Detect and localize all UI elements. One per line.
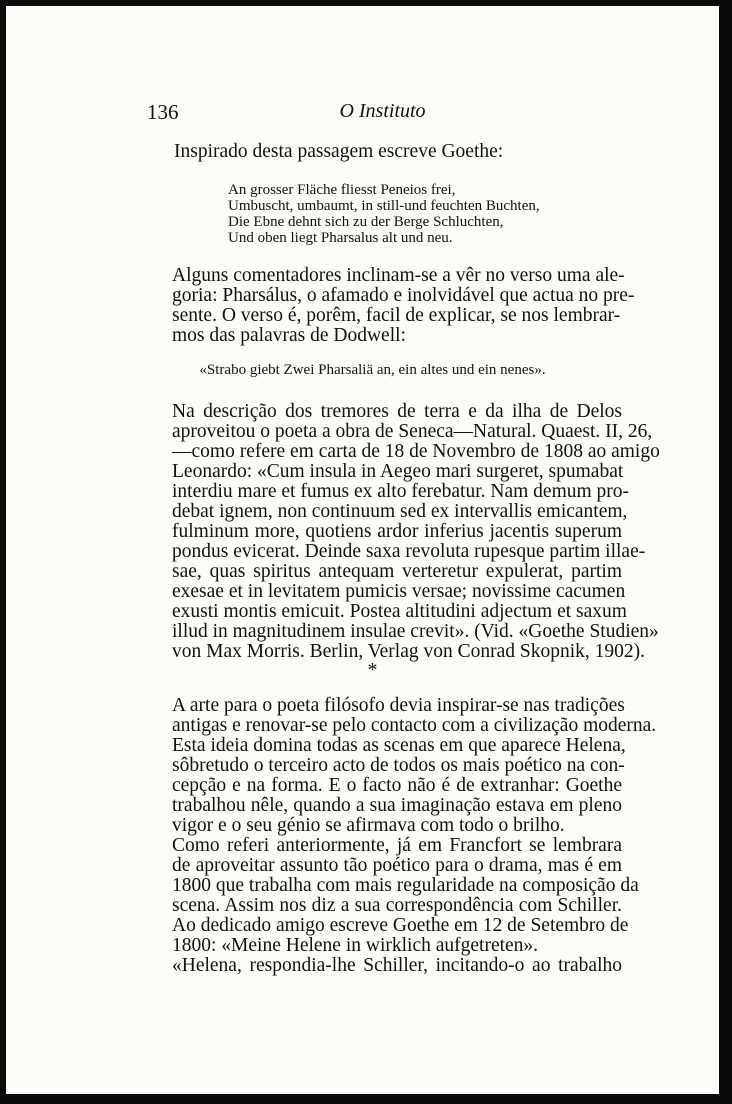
poem-line: Umbuscht, umbaumt, in still-und feuchten Buchten, [228, 198, 540, 214]
book-page [6, 6, 719, 1094]
text-line: de aproveitar assunto tão poético para o drama, mas é em [172, 855, 622, 876]
text-line: illud in magnitudinem insulae crevit». (Vid. «Goethe Studien» [172, 621, 659, 642]
text-line: interdiu mare et fumus ex alto ferebatur. Nam demum pro- [172, 481, 630, 502]
text-line: 1800: «Meine Helene in wirklich aufgetreten». [172, 935, 539, 956]
text-line: Alguns comentadores inclinam-se a vêr no verso uma ale- [172, 265, 625, 286]
page-number: 136 [147, 100, 179, 124]
text-line: scena. Assim nos diz a sua correspondência com Schiller. [172, 895, 622, 916]
text-line: exusti montis emicuit. Postea altitudini adjectum et saxum [172, 601, 627, 622]
text-line: «Helena, respondia-lhe Schiller, incitando-o ao trabalho [172, 955, 622, 976]
text-line: mos das palavras de Dodwell: [172, 325, 406, 346]
poem-line: Und oben liegt Pharsalus alt und neu. [228, 230, 453, 246]
poem-line: An grosser Fläche fliesst Peneios frei, [228, 182, 456, 198]
poem-line: Die Ebne dehnt sich zu der Berge Schluchten, [228, 214, 504, 230]
text-line: debat ignem, non continuum sed ex intervallis emicantem, [172, 501, 628, 522]
text-line: exesae et in levitatem pumicis versae; novissime cacumen [172, 581, 626, 602]
text-line: sente. O verso é, porêm, facil de explicar, se nos lembrar- [172, 305, 621, 326]
text-line: von Max Morris. Berlin, Verlag von Conrad Skopnik, 1902). [172, 641, 646, 662]
text-line: vigor e o seu génio se afirmava com todo o brilho. [172, 815, 565, 836]
running-title: O Instituto [339, 100, 426, 122]
text-line: sae, quas spiritus antequam verteretur expulerat, partim [172, 561, 622, 582]
text-line: Como referi anteriormente, já em Francfort se lembrara [172, 835, 622, 856]
text-line: A arte para o poeta filósofo devia inspirar-se nas tradições [172, 695, 625, 716]
text-line: —como refere em carta de 18 de Novembro de 1808 ao amigo [172, 441, 660, 462]
intro-line: Inspirado desta passagem escreve Goethe: [174, 141, 504, 162]
text-line: cepção e na forma. E o facto não é de extranhar: Goethe [172, 775, 622, 796]
text-line: Esta ideia domina todas as scenas em que aparece Helena, [172, 735, 626, 756]
text-line: goria: Pharsálus, o afamado e inolvidável que actua no pre- [172, 285, 635, 306]
text-line: antigas e renovar-se pelo contacto com a civilização moderna. [172, 715, 657, 736]
text-line: 1800 que trabalha com mais regularidade na composição da [172, 875, 639, 896]
text-line: Ao dedicado amigo escreve Goethe em 12 de Setembro de [172, 915, 629, 936]
text-line: aproveitou o poeta a obra de Seneca—Natural. Quaest. II, 26, [172, 421, 653, 442]
text-line: fulminum more, quotiens ardor inferius jacentis superum [172, 521, 622, 542]
text-line: Na descrição dos tremores de terra e da ilha de Delos [172, 401, 622, 422]
text-line: trabalhou nêle, quando a sua imaginação estava em pleno [172, 795, 622, 816]
text-line: pondus evicerat. Deinde saxa revoluta rupesque partim illae- [172, 541, 646, 562]
strabo-quote: «Strabo giebt Zwei Pharsaliä an, ein altes und ein nenes». [199, 362, 546, 378]
page-header [6, 96, 719, 126]
text-line: sôbretudo o terceiro acto de todos os mais poético na con- [172, 755, 625, 776]
text-line: Leonardo: «Cum insula in Aegeo mari surgeret, spumabat [172, 461, 624, 482]
section-separator: * [367, 659, 378, 681]
